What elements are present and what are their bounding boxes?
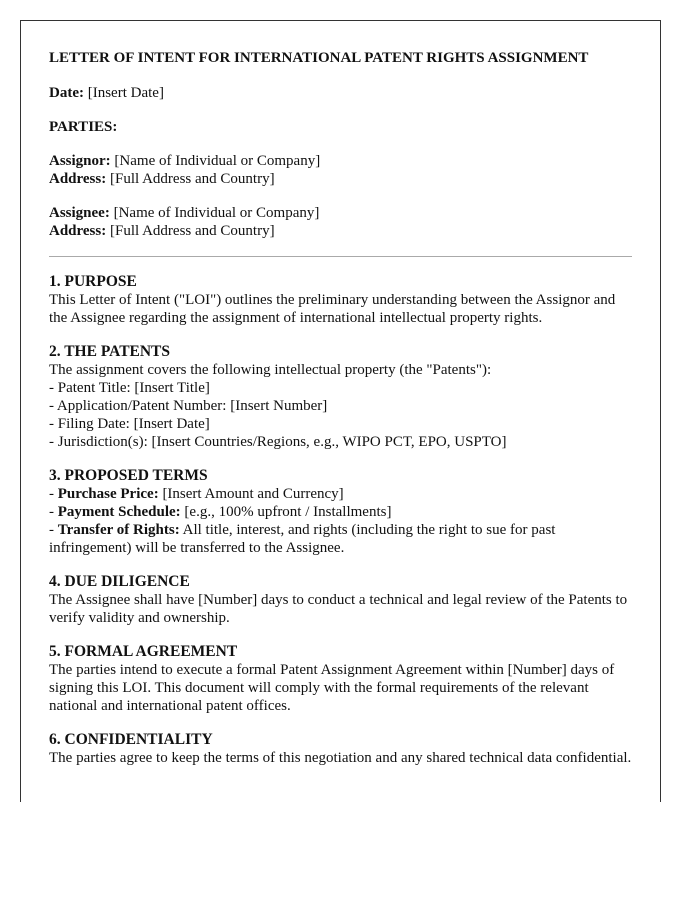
date-label: Date: (49, 85, 84, 101)
section-heading: 3. PROPOSED TERMS (49, 467, 208, 484)
section-line: The parties intend to execute a formal Patent Assignment Agreement within [Number] days of signing this LOI. This document will comply with the formal requirements of the relevant national and international patent offices. (49, 662, 615, 714)
section (49, 467, 632, 557)
assignor-address-label: Address: (49, 171, 107, 187)
section (49, 573, 632, 627)
assignor-value: [Name of Individual or Company] (110, 153, 321, 169)
section-line: The Assignee shall have [Number] days to conduct a technical and legal review of the Patents to verify validity and ownership. (49, 592, 628, 626)
document-title: LETTER OF INTENT FOR INTERNATIONAL PATENT RIGHTS ASSIGNMENT (49, 50, 589, 66)
assignee-address-label: Address: (49, 223, 107, 239)
assignee-value: [Name of Individual or Company] (109, 205, 320, 221)
date-line (49, 84, 632, 102)
section-line: The parties agree to keep the terms of this negotiation and any shared technical data confidential. (49, 750, 632, 766)
section (49, 643, 632, 715)
assignor-block (49, 152, 632, 188)
term-item: - Transfer of Rights: All title, interest, and rights (including the right to sue for past infringement) will be transferred to the Assignee. (49, 522, 556, 556)
assignee-block (49, 204, 632, 240)
term-value: [e.g., 100% upfront / Installments] (180, 504, 392, 520)
section-line: - Filing Date: [Insert Date] (49, 416, 210, 432)
section-line: This Letter of Intent ("LOI") outlines the preliminary understanding between the Assignor and the Assignee regarding the assignment of international intellectual property rights. (49, 292, 616, 326)
section-heading: 4. DUE DILIGENCE (49, 573, 190, 590)
parties-heading-text: PARTIES: (49, 119, 118, 135)
section-line: The assignment covers the following intellectual property (the "Patents"): (49, 362, 492, 378)
term-value: [Insert Amount and Currency] (158, 486, 344, 502)
document-page (20, 20, 661, 802)
term-item: - Purchase Price: [Insert Amount and Currency] (49, 486, 344, 502)
section-heading: 1. PURPOSE (49, 273, 137, 290)
section (49, 343, 632, 451)
parties-heading (49, 118, 632, 136)
term-label: Transfer of Rights: (57, 522, 180, 538)
section (49, 731, 632, 767)
assignor-address-value: [Full Address and Country] (106, 171, 275, 187)
assignor-label: Assignor: (49, 153, 111, 169)
term-label: Payment Schedule: (57, 504, 181, 520)
term-value: All title, interest, and rights (including the right to sue for past infringement) will be transferred to the Assignee. (49, 522, 556, 556)
section-heading: 2. THE PATENTS (49, 343, 171, 360)
section (49, 273, 632, 327)
divider (49, 256, 632, 257)
section-line: - Jurisdiction(s): [Insert Countries/Regions, e.g., WIPO PCT, EPO, USPTO] (49, 434, 507, 450)
date-value: [Insert Date] (83, 85, 164, 101)
section-line: - Patent Title: [Insert Title] (49, 380, 210, 396)
section-line: - Application/Patent Number: [Insert Number] (49, 398, 328, 414)
sections (49, 273, 632, 767)
assignee-address-value: [Full Address and Country] (106, 223, 275, 239)
assignee-label: Assignee: (49, 205, 110, 221)
section-heading: 5. FORMAL AGREEMENT (49, 643, 238, 660)
term-label: Purchase Price: (57, 486, 159, 502)
section-heading: 6. CONFIDENTIALITY (49, 731, 213, 748)
term-item: - Payment Schedule: [e.g., 100% upfront / Installments] (49, 504, 392, 520)
